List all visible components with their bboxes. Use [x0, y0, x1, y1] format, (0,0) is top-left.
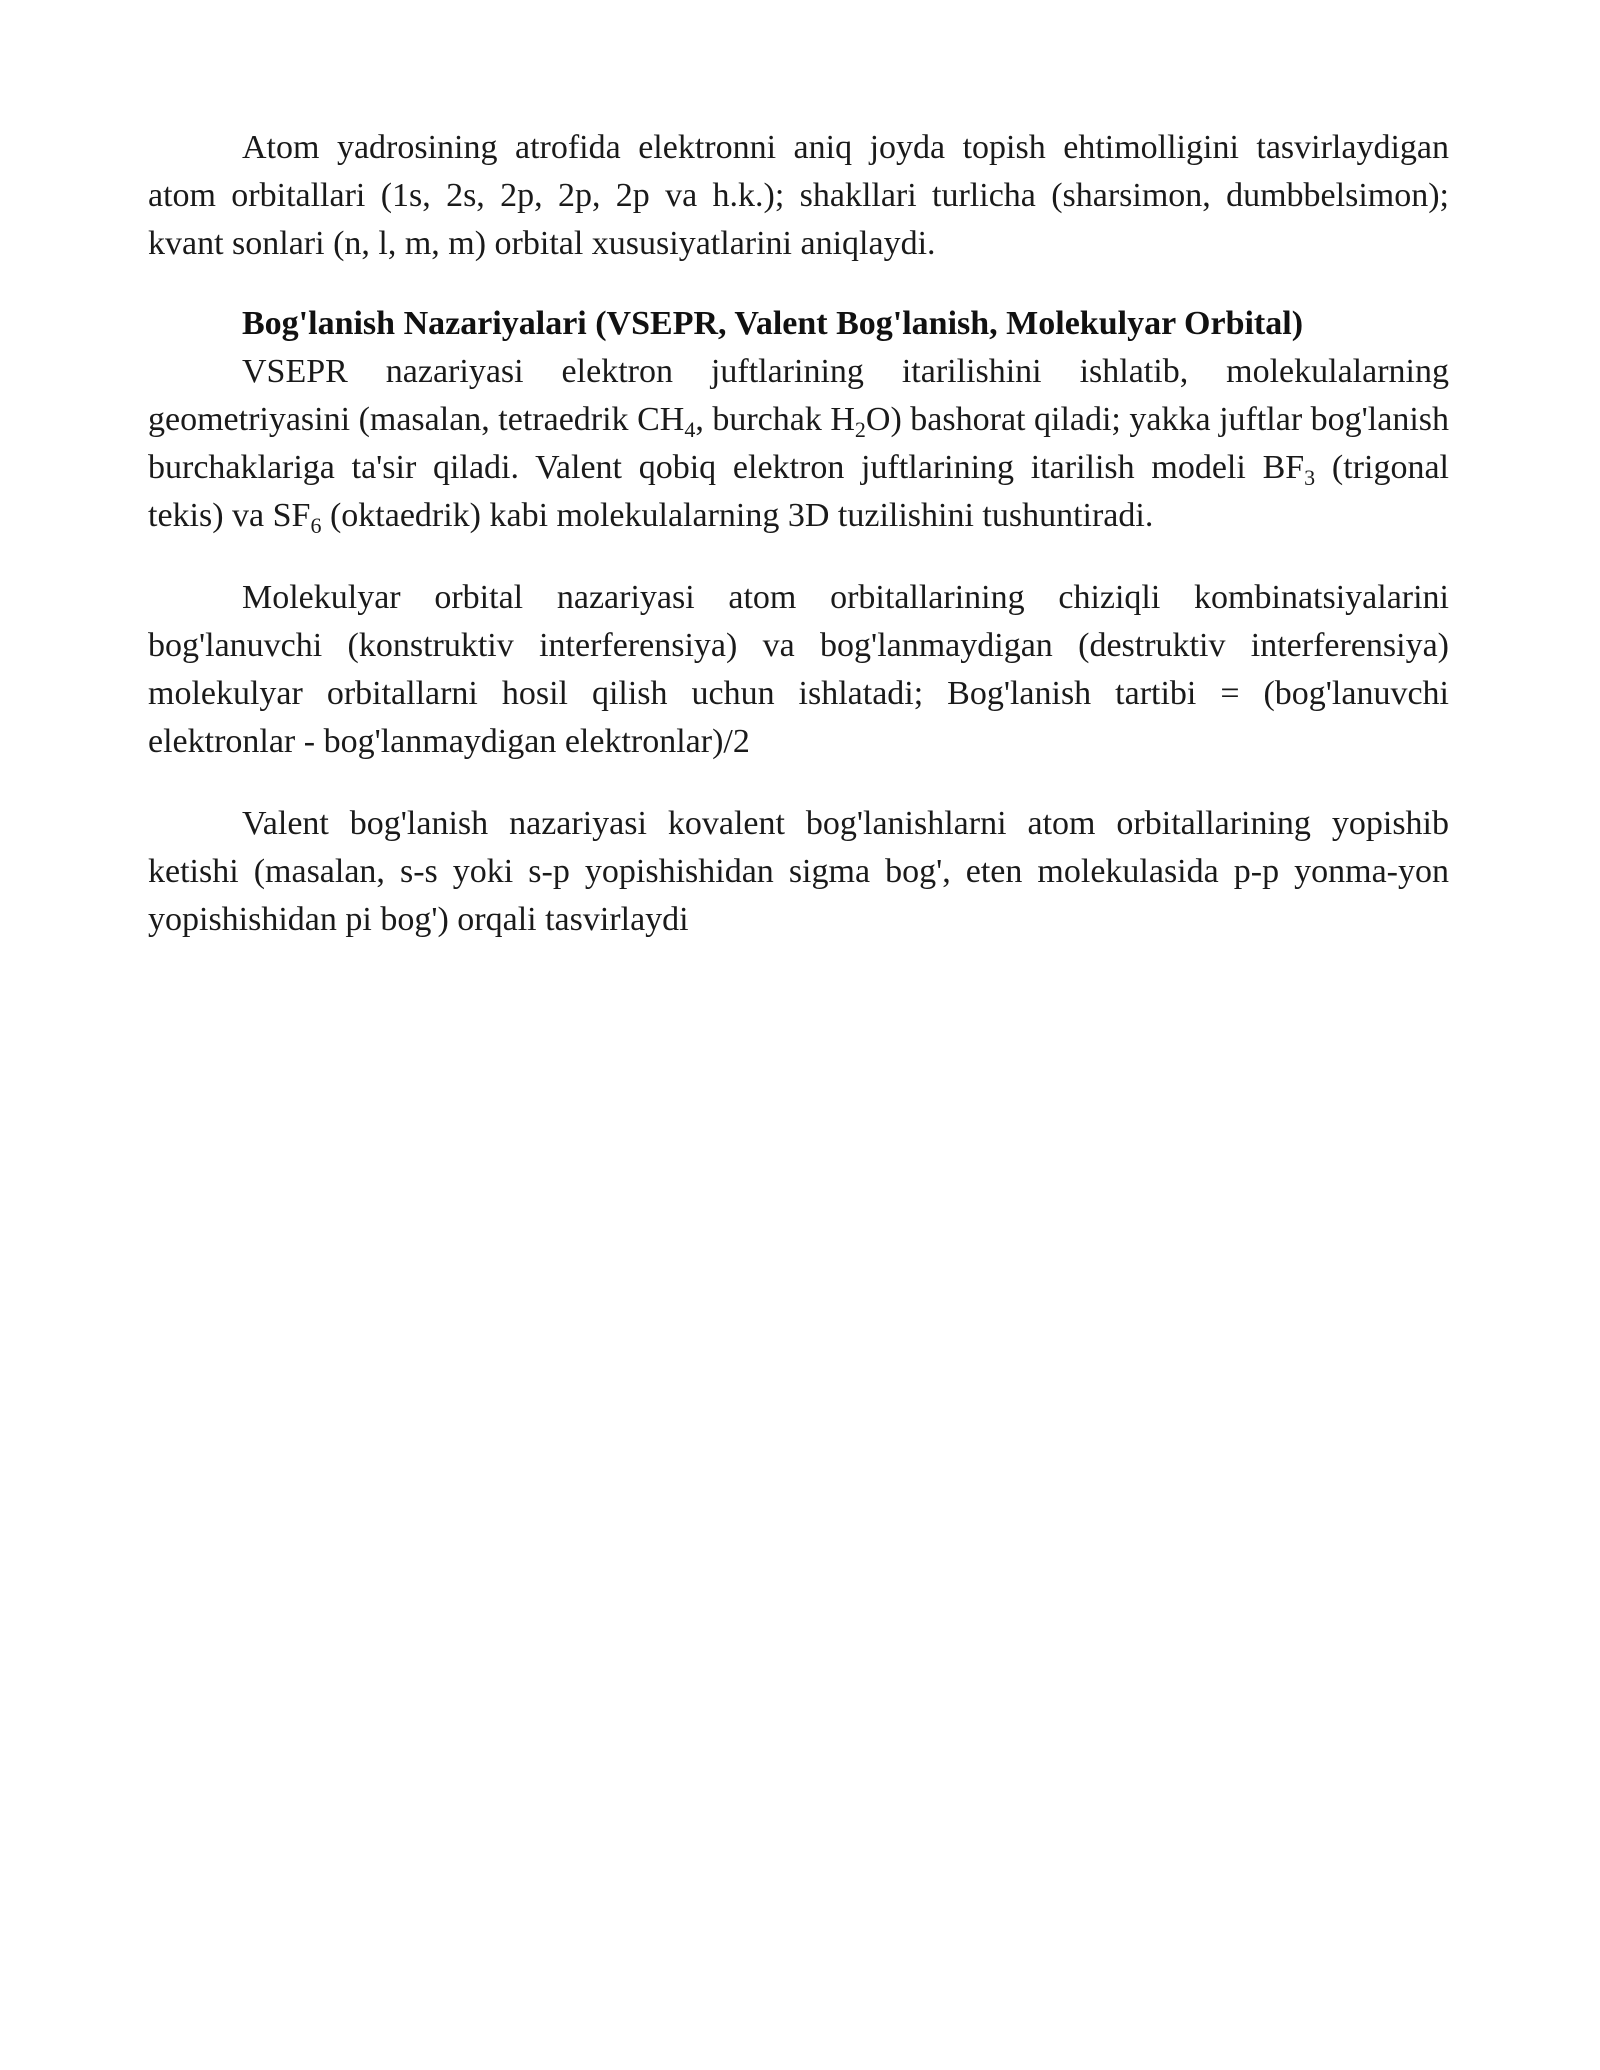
- section-heading: Bog'lanish Nazariyalari (VSEPR, Valent Bog'lanish, Molekulyar Orbital): [242, 305, 1304, 342]
- intro-paragraph: Atom yadrosining atrofida elektronni aniq joyda topish ehtimolligini tasvirlaydigan atom orbitallari (1s, 2s, 2p, 2p, 2p va h.k.); shakllari turlicha (sharsimon, dumbbelsimon); kvant sonlari (n, l, m, m) orbital xususiyatlarini aniqlaydi.: [148, 129, 1449, 262]
- vb-paragraph: Valent bog'lanish nazariyasi kovalent bog'lanishlarni atom orbitallarining yopishib ketishi (masalan, s-s yoki s-p yopishishidan sigma bog', eten molekulasida p-p yonma-yon yopishishidan pi bog') orqali tasvirlaydi: [148, 805, 1449, 938]
- vsepr-text-4: (trigonal tekis) va SF: [148, 449, 1449, 534]
- document-body: [148, 124, 1449, 944]
- mo-paragraph: Molekulyar orbital nazariyasi atom orbitallarining chiziqli kombinatsiyalarini bog'lanuvchi (konstruktiv interferensiya) va bog'lanmaydigan (destruktiv interferensiya) molekulyar orbitallarni hosil qilish uchun ishlatadi; Bog'lanish tartibi = (bog'lanuvchi elektronlar - bog'lanmaydigan elektronlar)/2: [148, 579, 1449, 760]
- vsepr-paragraph: [148, 348, 1449, 540]
- vsepr-text-1: VSEPR nazariyasi elektron juftlarining itarilishini ishlatib, molekulalarning geometriyasini (masalan, tetraedrik CH: [148, 353, 1449, 438]
- vsepr-text-3: O) bashorat qiladi; yakka juftlar bog'lanish burchaklariga ta'sir qiladi. Valent qobiq elektron juftlarining itarilish modeli BF: [148, 401, 1450, 486]
- subscript-h2o: 2: [854, 417, 866, 442]
- subscript-sf6: 6: [310, 513, 322, 538]
- vsepr-text-2: , burchak H: [695, 401, 855, 438]
- subscript-ch4: 4: [684, 417, 696, 442]
- vsepr-text-5: (oktaedrik) kabi molekulalarning 3D tuzilishini tushuntiradi.: [321, 497, 1154, 534]
- subscript-bf3: 3: [1304, 465, 1316, 490]
